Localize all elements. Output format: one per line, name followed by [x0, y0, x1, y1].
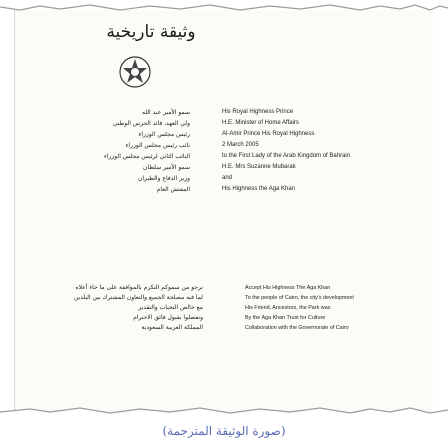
english-line: His Highness the Aga Khan [222, 186, 296, 192]
torn-top-edge [0, 0, 448, 20]
arabic-address-block [30, 107, 190, 195]
english-paragraph [245, 283, 425, 333]
arabic-para-line: نرجو من سموكم التكرم بالموافقة على ما جاء أعلاه [75, 284, 203, 291]
arabic-line: سمو الأمير عبد الله [142, 109, 190, 116]
english-line: and [222, 175, 233, 181]
arabic-paragraph [28, 283, 203, 333]
arabic-line: ولي العهد، قائد الحرس الوطني [112, 120, 190, 127]
english-line: to the First Lady of the Arab Kingdom of Bahrain [222, 153, 351, 159]
english-line: 2 March 2005 [222, 142, 259, 148]
english-line: Al-Amir Prince His Royal Highness [222, 131, 315, 137]
english-address-block [222, 107, 422, 195]
arabic-line: النائب الثاني لرئيس مجلس الوزراء [104, 153, 190, 160]
image-caption: (صورة الوثيقة المترجمة) [162, 424, 286, 438]
arabic-line: رئيس مجلس الوزراء [138, 131, 190, 138]
arabic-para-line: المملكة العربية السعودية [141, 324, 203, 331]
arabic-para-line: وتفضلوا بقبول فائق الاحترام [133, 314, 203, 321]
english-para-line: To the people of Cairo, the city's development [245, 295, 354, 301]
english-para-line: By the Aga Khan Trust for Culture [245, 315, 326, 321]
english-line: His Royal Highness Prince [222, 109, 294, 115]
arabic-para-line: لما فيه مصلحة الجميع والتعاون المشترك بين البلدين [73, 294, 203, 301]
crest-emblem-icon [115, 53, 155, 91]
arabic-line: المفتش العام [156, 186, 190, 193]
arabic-line: وزير الدفاع والطيران [137, 175, 190, 182]
english-line: H.E. Mrs Suzanne Mubarak [222, 164, 296, 170]
arabic-line: سمو الأمير سلطان [142, 164, 190, 171]
document-title: وثيقة تاريخية [106, 22, 196, 42]
arabic-line: نائب رئيس مجلس الوزراء [125, 142, 190, 149]
english-para-line: Accept His Highness The Aga Khan [245, 285, 331, 291]
english-para-line: His Friend, Ancestors, the Park was [245, 305, 331, 311]
torn-bottom-edge [0, 400, 448, 422]
arabic-para-line: مع خالص التحيات والتقدير [138, 304, 203, 311]
english-line: H.E. Minister of Home Affairs [222, 120, 299, 126]
english-para-line: Collaboration with the Governorate of Cairo [245, 325, 349, 331]
letter-page [14, 10, 433, 418]
